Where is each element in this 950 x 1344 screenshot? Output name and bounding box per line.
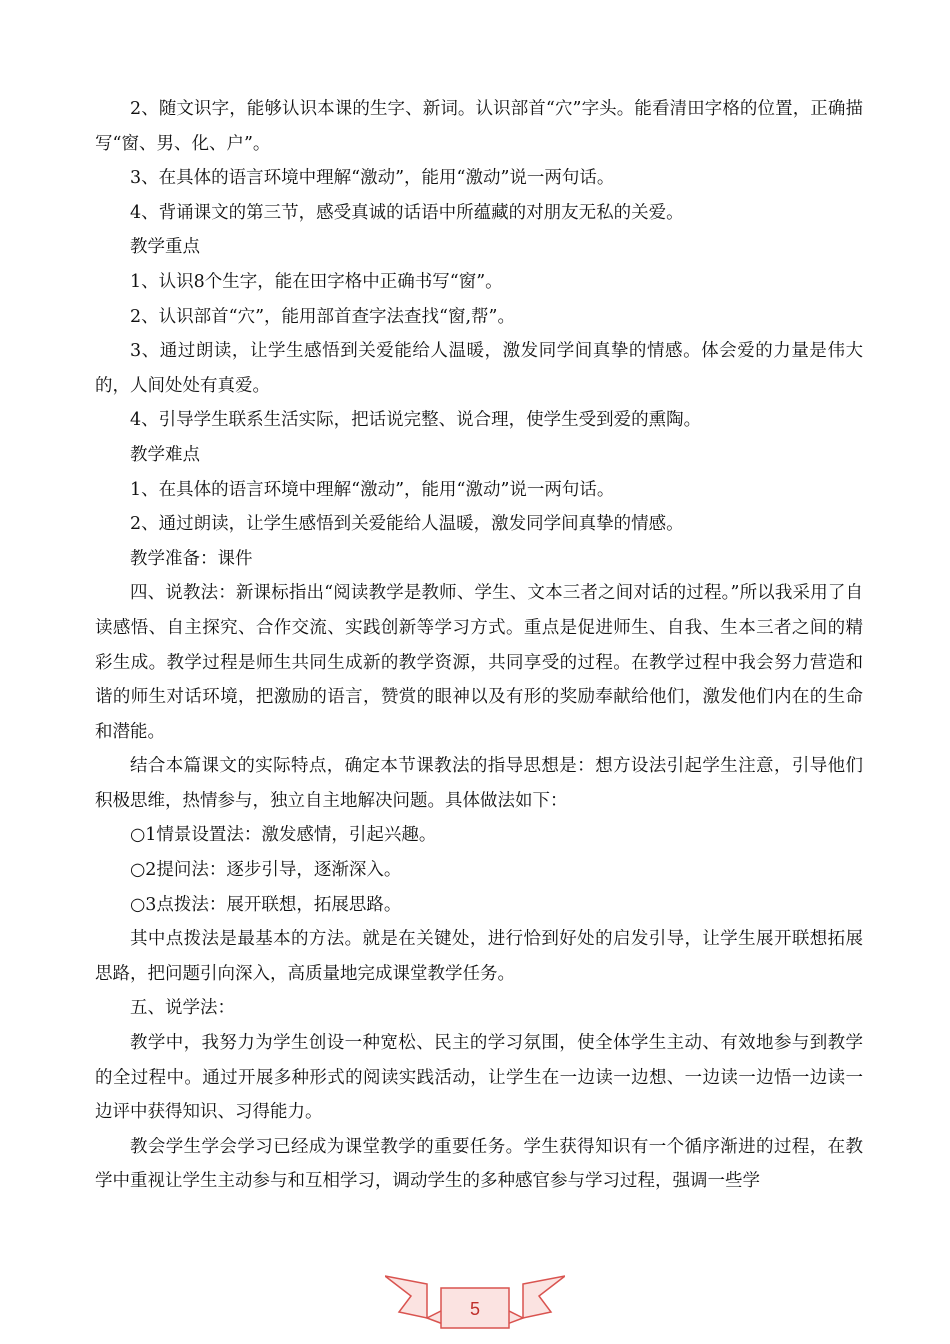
paragraph: 2、认识部首“穴”，能用部首查字法查找“窗,帮”。 bbox=[130, 306, 515, 327]
paragraph: 四、说教法：新课标指出“阅读教学是教师、学生、文本三者之间对话的过程。”所以我采用了自读感悟、自主探究、合作交流、实践创新等学习方式。重点是促进师生、自我、生本三者之间的精彩生成。教学过程是师生共同生成新的教学资源，共同享受的过程。在教学过程中我会努力营造和谐的师生对话环境，把激励的语言，赞赏的眼神以及有形的奖励奉献给他们，激发他们内在的生命和潜能。 bbox=[95, 583, 863, 742]
list-item: ○3点拨法：展开联想，拓展思路。 bbox=[130, 894, 402, 915]
paragraph: 2、通过朗读，让学生感悟到关爱能给人温暖，激发同学间真挚的情感。 bbox=[130, 514, 684, 535]
paragraph: 1、认识8个生字，能在田字格中正确书写“窗”。 bbox=[130, 271, 503, 292]
paragraph: 结合本篇课文的实际特点，确定本节课教法的指导思想是：想方设法引起学生注意，引导他们积极思维，热情参与，独立自主地解决问题。具体做法如下： bbox=[95, 756, 863, 811]
paragraph: 4、背诵课文的第三节，感受真诚的话语中所蕴藏的对朋友无私的关爱。 bbox=[130, 202, 684, 223]
paragraph: 教会学生学会学习已经成为课堂教学的重要任务。学生获得知识有一个循序渐进的过程，在教学中重视让学生主动参与和互相学习，调动学生的多种感官参与学习过程，强调一些学 bbox=[95, 1136, 863, 1192]
section-heading: 五、说学法： bbox=[130, 998, 235, 1019]
paragraph: 4、引导学生联系生活实际，把话说完整、说合理，使学生受到爱的熏陶。 bbox=[130, 410, 702, 431]
body-text bbox=[95, 92, 863, 1199]
section-heading: 教学重点 bbox=[130, 237, 200, 258]
paragraph: 教学准备：课件 bbox=[130, 548, 253, 569]
paragraph: 2、随文识字，能够认识本课的生字、新词。认识部首“穴”字头。能看清田字格的位置，正确描写“窗、男、化、户”。 bbox=[95, 99, 863, 154]
list-item: ○1情景设置法：激发感情，引起兴趣。 bbox=[130, 825, 437, 846]
list-item: ○2提问法：逐步引导，逐渐深入。 bbox=[130, 860, 402, 881]
paragraph: 3、在具体的语言环境中理解“激动”，能用“激动”说一两句话。 bbox=[130, 168, 615, 189]
paragraph: 其中点拨法是最基本的方法。就是在关键处，进行恰到好处的启发引导，让学生展开联想拓展思路，把问题引向深入，高质量地完成课堂教学任务。 bbox=[95, 929, 863, 984]
section-heading: 教学难点 bbox=[130, 444, 200, 465]
page-footer bbox=[0, 1262, 950, 1344]
paragraph: 1、在具体的语言环境中理解“激动”，能用“激动”说一两句话。 bbox=[130, 479, 615, 500]
page-number: 5 bbox=[469, 1299, 480, 1319]
paragraph: 3、通过朗读，让学生感悟到关爱能给人温暖，激发同学间真挚的情感。体会爱的力量是伟大的，人间处处有真爱。 bbox=[95, 341, 863, 396]
paragraph: 教学中，我努力为学生创设一种宽松、民主的学习氛围，使全体学生主动、有效地参与到教学的全过程中。通过开展多种形式的阅读实践活动，让学生在一边读一边想、一边读一边悟一边读一边评中获得知识、习得能力。 bbox=[95, 1033, 863, 1123]
